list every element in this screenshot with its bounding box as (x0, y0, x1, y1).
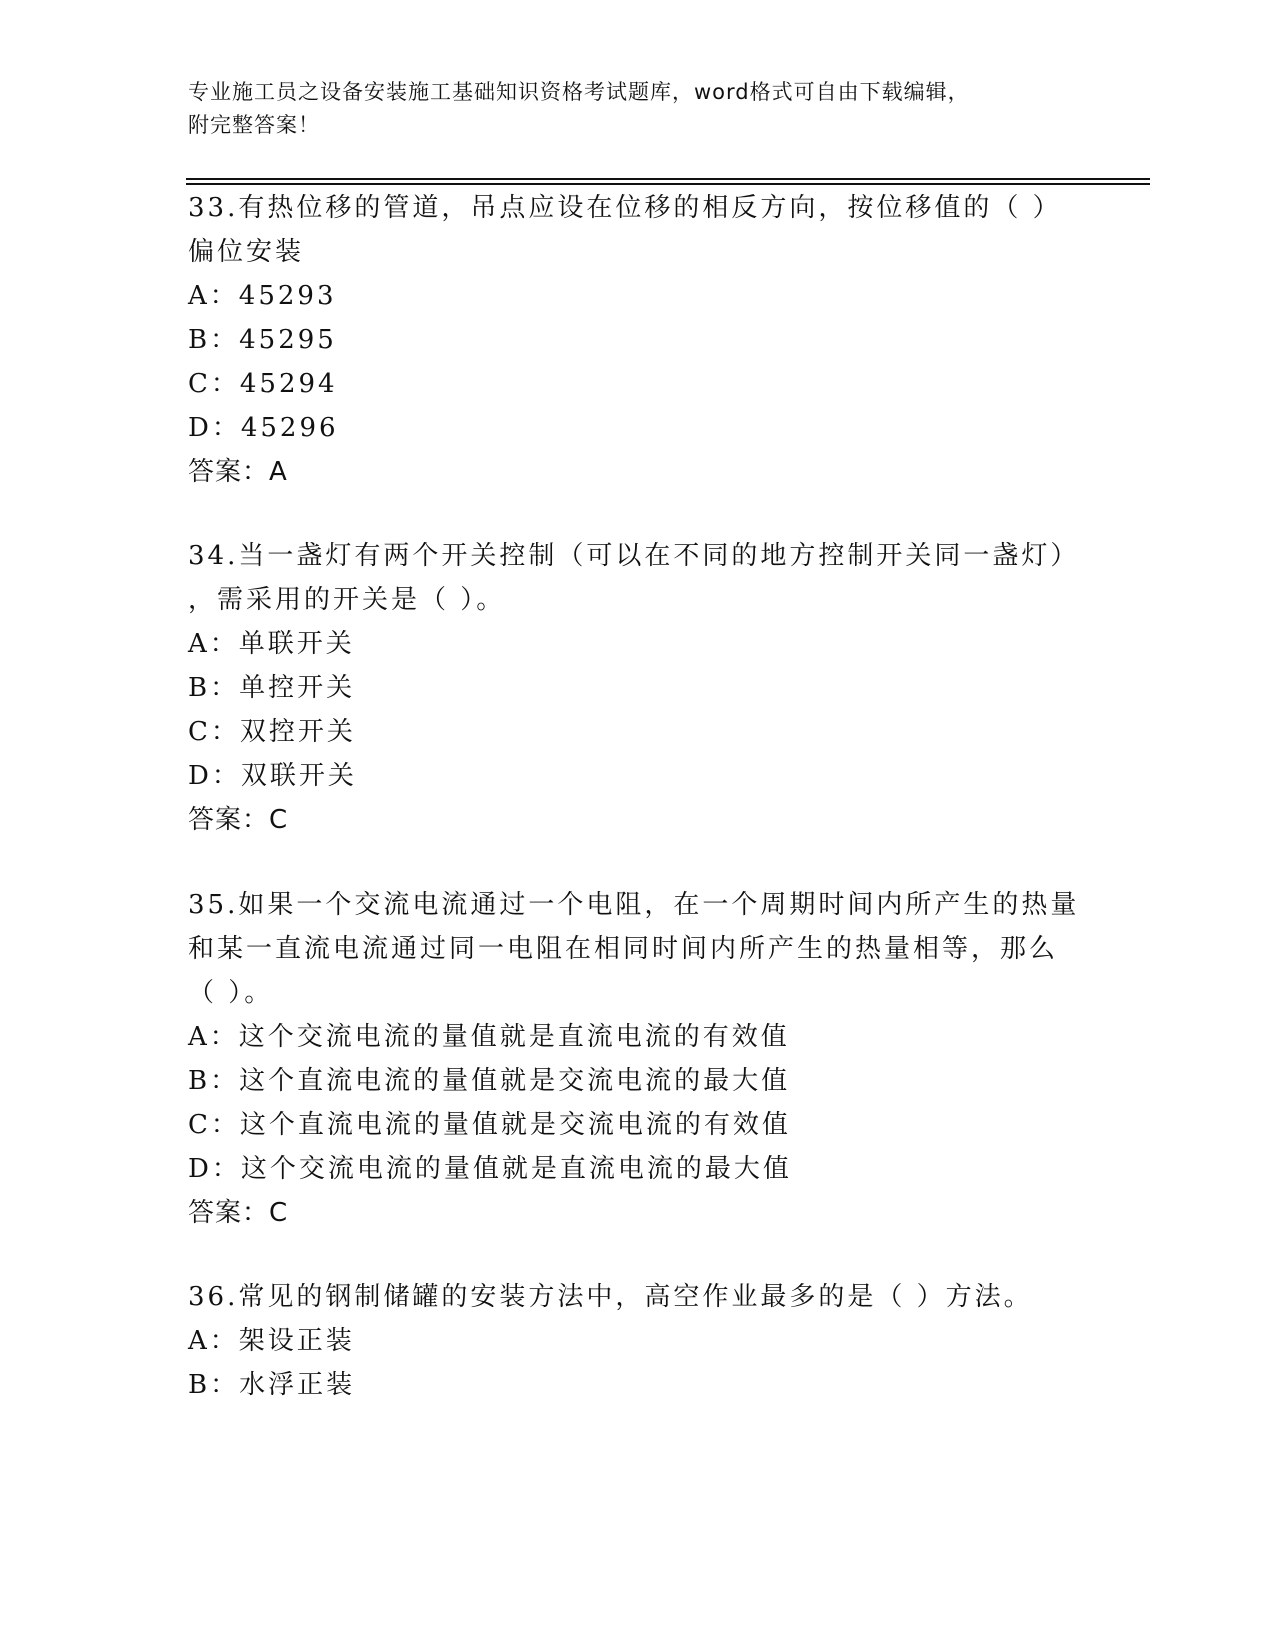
question-stem-line: （ ）。 (188, 978, 274, 1008)
question-stem-line: ，需采用的开关是（ ）。 (188, 585, 506, 615)
header-rule-top (186, 178, 1150, 180)
option-b: B：45295 (188, 325, 337, 355)
option-a: A：45293 (188, 281, 337, 311)
answer-line: 答案：C (188, 1198, 289, 1228)
header-line-2: 附完整答案！ (188, 113, 320, 137)
option-a: A：这个交流电流的量值就是直流电流的有效值 (188, 1022, 790, 1052)
option-c: C：这个直流电流的量值就是交流电流的有效值 (188, 1110, 791, 1140)
option-b: B：水浮正装 (188, 1370, 356, 1400)
option-a: A：单联开关 (188, 629, 355, 659)
option-d: D：双联开关 (188, 761, 357, 791)
question-stem-line: 和某一直流电流通过同一电阻在相同时间内所产生的热量相等，那么 (188, 934, 1059, 964)
option-c: C：双控开关 (188, 717, 356, 747)
question-stem-line: 35.如果一个交流电流通过一个电阻，在一个周期时间内所产生的热量 (188, 890, 1080, 920)
question-stem-line: 33.有热位移的管道，吊点应设在位移的相反方向，按位移值的（ ） (188, 193, 1062, 223)
option-d: D：这个交流电流的量值就是直流电流的最大值 (188, 1154, 792, 1184)
option-b: B：这个直流电流的量值就是交流电流的最大值 (188, 1066, 791, 1096)
header-line-1: 专业施工员之设备安装施工基础知识资格考试题库，word格式可自由下载编辑， (188, 80, 970, 104)
question-stem-line: 34.当一盏灯有两个开关控制（可以在不同的地方控制开关同一盏灯） (188, 541, 1080, 571)
option-c: C：45294 (188, 369, 338, 399)
question-stem-line: 偏位安装 (188, 237, 305, 267)
option-a: A：架设正装 (188, 1326, 355, 1356)
option-b: B：单控开关 (188, 673, 356, 703)
header-rule-bottom (186, 183, 1150, 185)
question-stem-line: 36.常见的钢制储罐的安装方法中，高空作业最多的是（ ）方法。 (188, 1282, 1033, 1312)
option-d: D：45296 (188, 413, 339, 443)
document-header (188, 76, 1068, 142)
answer-line: 答案：A (188, 457, 288, 487)
answer-line: 答案：C (188, 805, 289, 835)
